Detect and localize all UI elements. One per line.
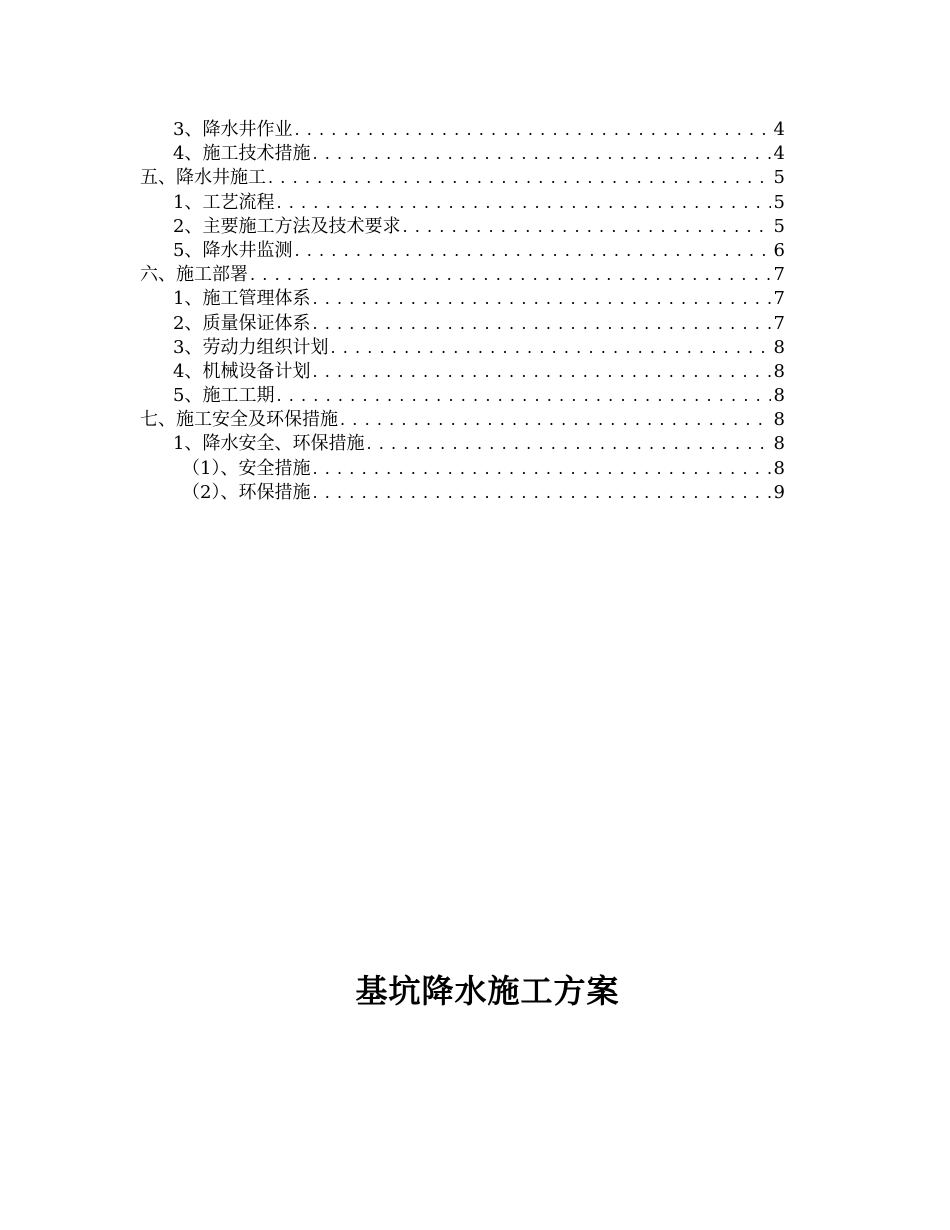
toc-entry-label: 5、施工工期 [173, 385, 275, 407]
table-of-contents [140, 118, 785, 505]
toc-entry-page: 7 [773, 288, 785, 310]
toc-entry[interactable] [140, 239, 785, 263]
toc-entry[interactable] [140, 384, 785, 408]
toc-entry[interactable] [140, 481, 785, 505]
toc-entry-page: 5 [773, 215, 785, 237]
toc-entry-page: 7 [773, 312, 785, 334]
toc-entry[interactable] [140, 166, 785, 190]
toc-dot-leader [402, 215, 771, 239]
toc-entry-page: 9 [773, 481, 785, 503]
toc-entry-label: 4、机械设备计划 [173, 360, 311, 382]
toc-entry[interactable] [140, 191, 785, 215]
toc-entry-page: 5 [773, 167, 785, 189]
toc-dot-leader [312, 481, 771, 505]
toc-entry-label: 1、工艺流程 [173, 191, 275, 213]
toc-entry-label: 5、降水井监测 [173, 239, 293, 261]
toc-dot-leader [294, 118, 771, 142]
toc-entry[interactable] [140, 142, 785, 166]
toc-entry[interactable] [140, 457, 785, 481]
toc-dot-leader [312, 142, 771, 166]
toc-dot-leader [312, 287, 771, 311]
toc-entry-label: （2）、环保措施 [182, 481, 311, 503]
toc-entry[interactable] [140, 287, 785, 311]
toc-dot-leader [276, 384, 771, 408]
toc-dot-leader [250, 263, 771, 287]
toc-dot-leader [312, 312, 771, 336]
toc-dot-leader [366, 432, 771, 456]
toc-entry-page: 8 [773, 433, 785, 455]
toc-entry-label: 五、降水井施工 [140, 167, 266, 189]
toc-entry-label: 1、降水安全、环保措施 [173, 433, 365, 455]
toc-entry-label: 2、质量保证体系 [173, 312, 311, 334]
toc-entry[interactable] [140, 215, 785, 239]
toc-entry-page: 8 [773, 409, 785, 431]
toc-entry-page: 4 [773, 119, 785, 140]
toc-dot-leader [268, 166, 771, 190]
toc-entry-page: 7 [773, 264, 785, 286]
toc-entry-label: 4、施工技术措施 [173, 143, 311, 165]
toc-entry-label: （1）、安全措施 [182, 457, 311, 479]
toc-entry-label: 六、施工部署 [140, 264, 248, 286]
toc-entry-page: 5 [773, 191, 785, 213]
toc-dot-leader [330, 336, 771, 360]
toc-entry[interactable] [140, 408, 785, 432]
toc-entry-label: 3、劳动力组织计划 [173, 336, 329, 358]
toc-dot-leader [276, 191, 771, 215]
toc-entry[interactable] [140, 360, 785, 384]
toc-entry-page: 4 [773, 143, 785, 165]
toc-entry-label: 2、主要施工方法及技术要求 [173, 215, 401, 237]
toc-entry-label: 3、降水井作业 [173, 119, 293, 140]
toc-entry[interactable] [140, 312, 785, 336]
toc-entry[interactable] [140, 263, 785, 287]
toc-dot-leader [294, 239, 771, 263]
toc-dot-leader [312, 457, 771, 481]
toc-entry-page: 8 [773, 385, 785, 407]
toc-entry[interactable] [140, 336, 785, 360]
toc-dot-leader [340, 408, 771, 432]
toc-entry-label: 1、施工管理体系 [173, 288, 311, 310]
toc-entry[interactable] [140, 432, 785, 456]
toc-entry-page: 8 [773, 336, 785, 358]
toc-entry[interactable] [140, 118, 785, 142]
document-title: 基坑降水施工方案 [355, 972, 620, 1010]
toc-entry-page: 8 [773, 457, 785, 479]
toc-entry-page: 6 [773, 239, 785, 261]
toc-dot-leader [312, 360, 771, 384]
toc-entry-page: 8 [773, 360, 785, 382]
toc-entry-label: 七、施工安全及环保措施 [140, 409, 338, 431]
